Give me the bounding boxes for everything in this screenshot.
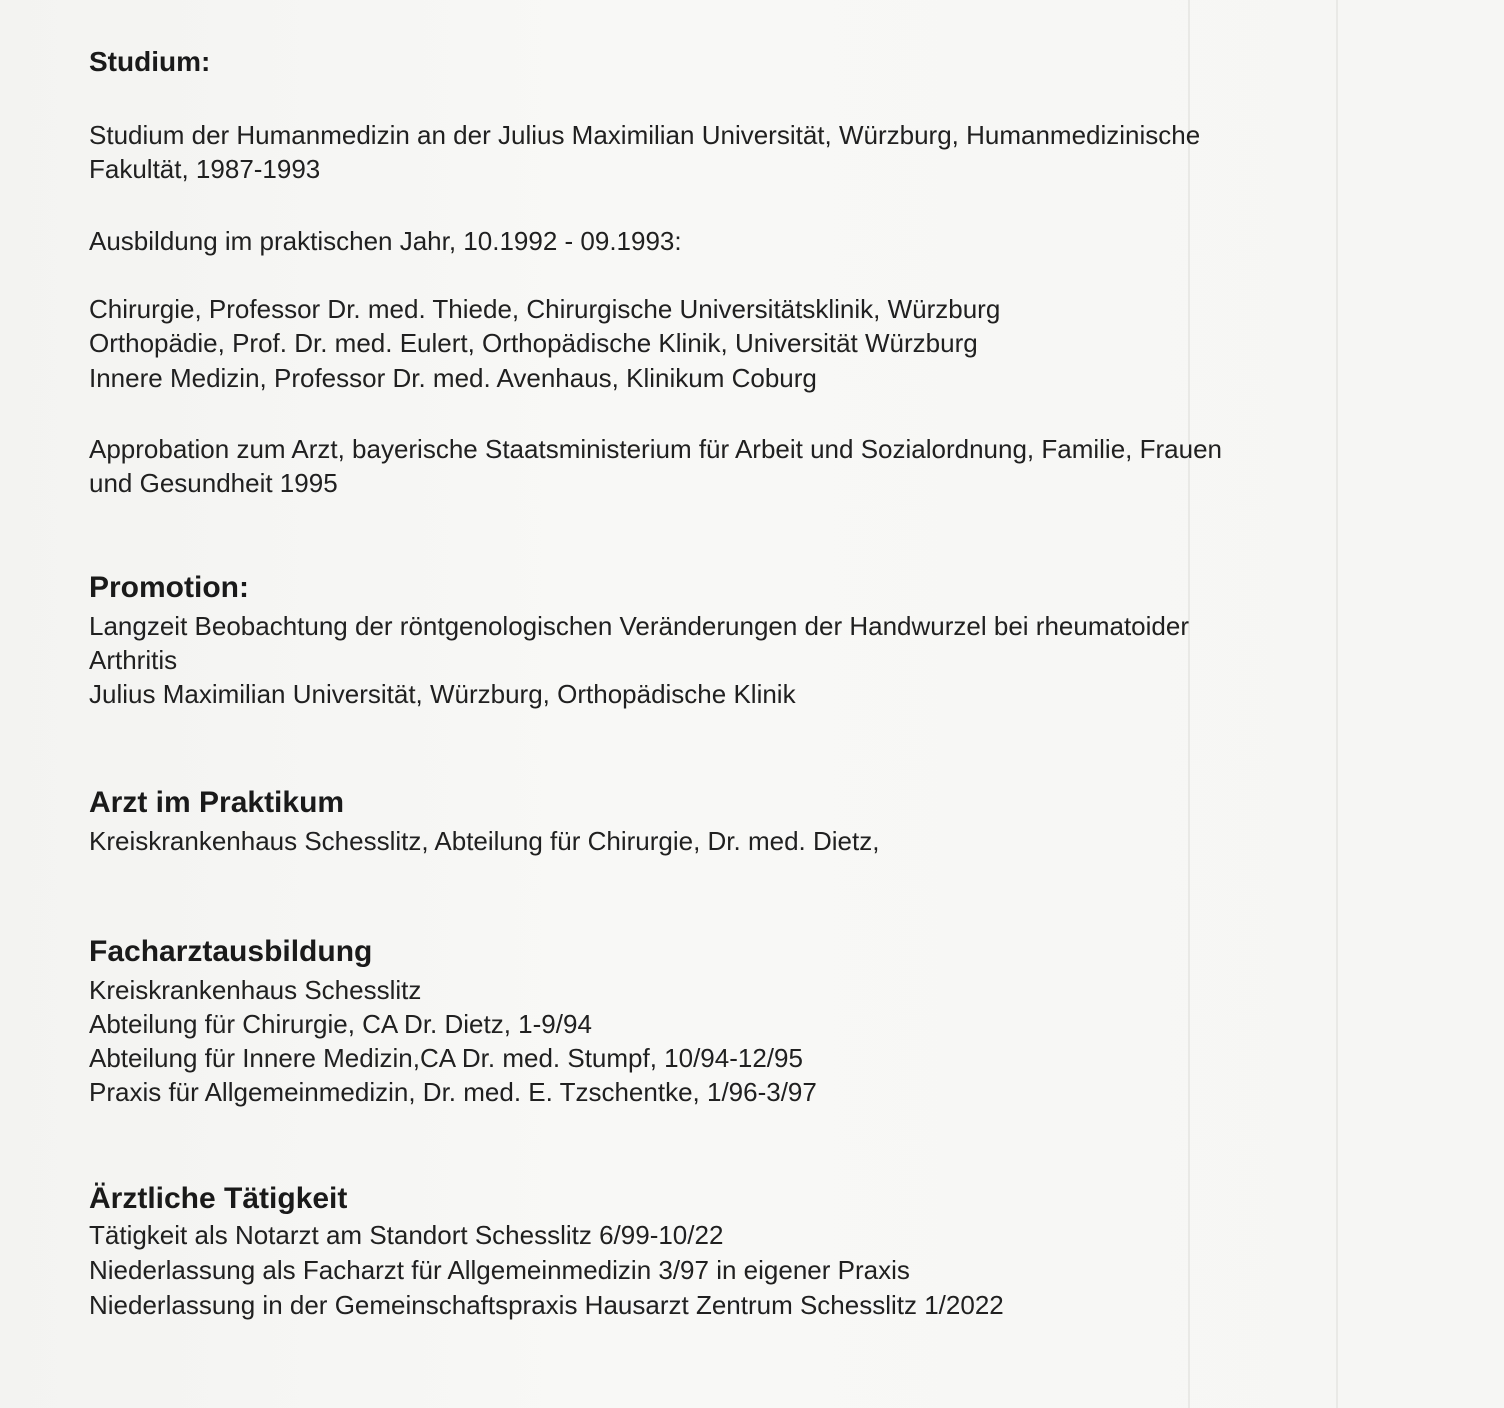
- pj-item-chirurgie: Chirurgie, Professor Dr. med. Thiede, Chirurgische Universitätsklinik, Würzburg: [89, 294, 1001, 324]
- aip-line-1: Kreiskrankenhaus Schesslitz, Abteilung für Chirurgie, Dr. med. Dietz,: [89, 826, 880, 856]
- section-heading-taetigkeit: Ärztliche Tätigkeit: [89, 1182, 348, 1215]
- facharzt-line-4: Praxis für Allgemeinmedizin, Dr. med. E. Tzschentke, 1/96-3/97: [89, 1077, 817, 1107]
- approbation-line-1: Approbation zum Arzt, bayerische Staatsministerium für Arbeit und Sozialordnung, Familie, Frauen: [89, 434, 1222, 464]
- scan-artifact-line: [1188, 0, 1190, 1408]
- taetigkeit-line-1: Tätigkeit als Notarzt am Standort Schesslitz 6/99-10/22: [89, 1220, 724, 1250]
- section-heading-aip: Arzt im Praktikum: [89, 786, 345, 819]
- studium-line-2: Fakultät, 1987-1993: [89, 154, 321, 184]
- pj-item-orthopaedie: Orthopädie, Prof. Dr. med. Eulert, Orthopädische Klinik, Universität Würzburg: [89, 328, 978, 358]
- taetigkeit-line-3: Niederlassung in der Gemeinschaftspraxis Hausarzt Zentrum Schesslitz 1/2022: [89, 1290, 1004, 1320]
- scan-artifact-line: [1336, 0, 1338, 1408]
- studium-line-1: Studium der Humanmedizin an der Julius Maximilian Universität, Würzburg, Humanmedizinische: [89, 120, 1201, 150]
- facharzt-line-3: Abteilung für Innere Medizin,CA Dr. med. Stumpf, 10/94-12/95: [89, 1043, 803, 1073]
- pj-heading: Ausbildung im praktischen Jahr, 10.1992 - 09.1993:: [89, 226, 682, 256]
- approbation-line-2: und Gesundheit 1995: [89, 468, 338, 498]
- promotion-line-2: Arthritis: [89, 645, 178, 675]
- pj-item-innere-medizin: Innere Medizin, Professor Dr. med. Avenhaus, Klinikum Coburg: [89, 363, 817, 393]
- section-heading-promotion: Promotion:: [89, 571, 249, 604]
- promotion-line-1: Langzeit Beobachtung der röntgenologischen Veränderungen der Handwurzel bei rheumatoider: [89, 611, 1189, 641]
- promotion-line-3: Julius Maximilian Universität, Würzburg, Orthopädische Klinik: [89, 679, 796, 709]
- facharzt-line-1: Kreiskrankenhaus Schesslitz: [89, 975, 422, 1005]
- facharzt-line-2: Abteilung für Chirurgie, CA Dr. Dietz, 1-9/94: [89, 1009, 592, 1039]
- taetigkeit-line-2: Niederlassung als Facharzt für Allgemeinmedizin 3/97 in eigener Praxis: [89, 1255, 910, 1285]
- section-heading-studium: Studium:: [89, 46, 211, 77]
- section-heading-facharzt: Facharztausbildung: [89, 935, 373, 968]
